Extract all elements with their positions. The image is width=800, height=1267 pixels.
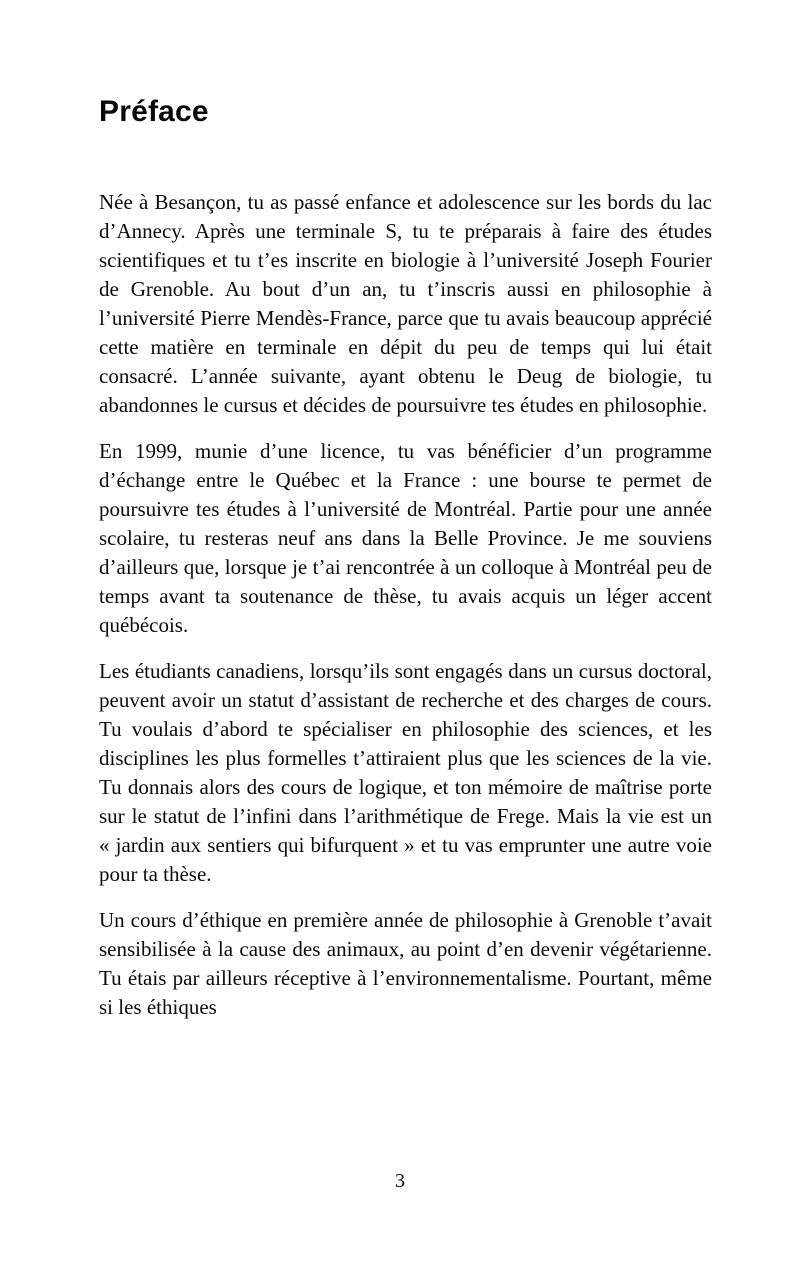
chapter-title: Préface: [99, 95, 209, 128]
page-number: 3: [395, 1170, 405, 1192]
paragraph: Les étudiants canadiens, lorsqu’ils sont engagés dans un cursus doctoral, peuvent avoir un statut d’assistant de recherche et des charges de cours. Tu voulais d’abord te spécialiser en philosophie des sciences, et les disciplines les plus formelles t’attiraient plus que les sciences de la vie. Tu donnais alors des cours de logique, et ton mémoire de maîtrise porte sur le statut de l’infini dans l’arithmétique de Frege. Mais la vie est un « jardin aux sentiers qui bifurquent » et tu vas emprunter une autre voie pour ta thèse.: [99, 659, 712, 886]
paragraph: En 1999, munie d’une licence, tu vas bénéficier d’un programme d’échange entre le Québec et la France : une bourse te permet de poursuivre tes études à l’université de Montréal. Partie pour une année scolaire, tu resteras neuf ans dans la Belle Province. Je me souviens d’ailleurs que, lorsque je t’ai rencontrée à un colloque à Montréal peu de temps avant ta soutenance de thèse, tu avais acquis un léger accent québécois.: [99, 439, 712, 637]
body-text: [99, 188, 712, 1022]
paragraph: Un cours d’éthique en première année de philosophie à Grenoble t’avait sensibilisée à la cause des animaux, au point d’en devenir végétarienne. Tu étais par ailleurs réceptive à l’environnementalisme. Pourtant, même si les éthiques: [99, 908, 712, 1019]
page-content: [99, 94, 712, 1022]
paragraph: Née à Besançon, tu as passé enfance et adolescence sur les bords du lac d’Annecy. Après une terminale S, tu te préparais à faire des études scientifiques et tu t’es inscrite en biologie à l’université Joseph Fourier de Grenoble. Au bout d’un an, tu t’inscris aussi en philosophie à l’université Pierre Mendès-France, parce que tu avais beaucoup apprécié cette matière en terminale en dépit du peu de temps qui lui était consacré. L’année suivante, ayant obtenu le Deug de biologie, tu abandonnes le cursus et décides de poursuivre tes études en philosophie.: [99, 190, 712, 417]
